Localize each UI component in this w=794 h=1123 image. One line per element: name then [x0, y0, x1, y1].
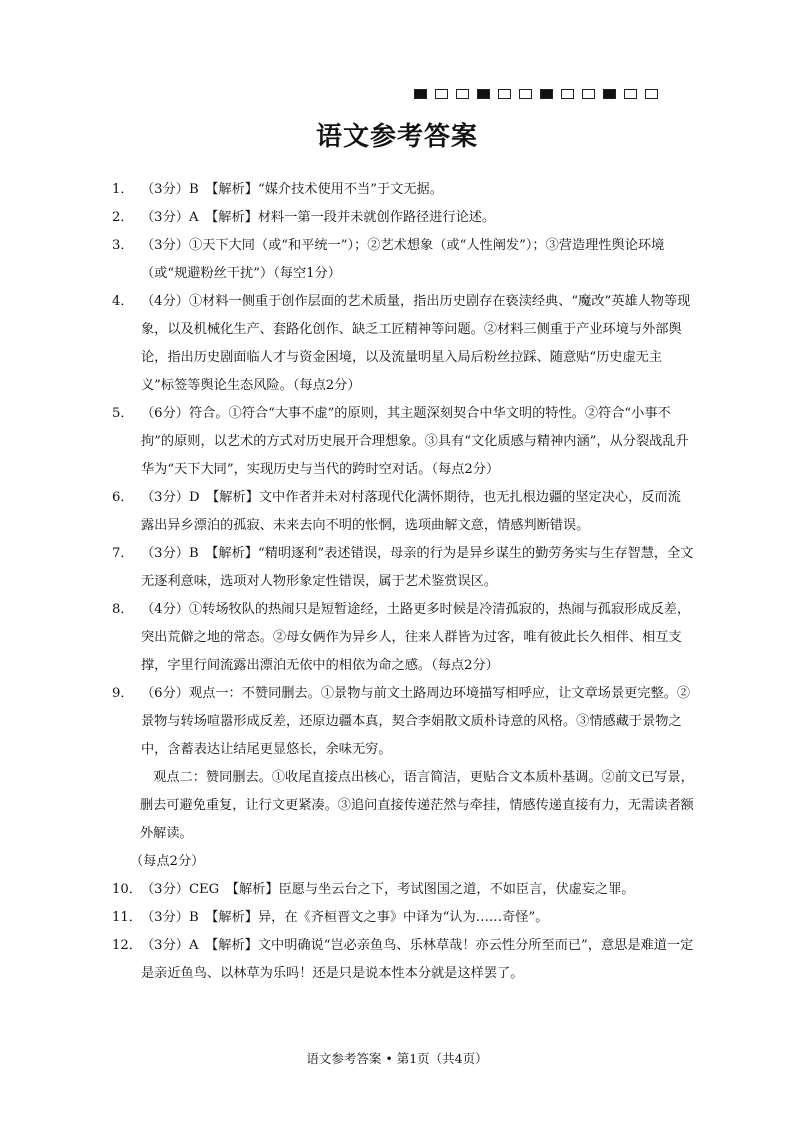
hollow-square-mark: [435, 89, 448, 99]
answer-item-10: [112, 876, 694, 904]
filled-square-mark: [540, 89, 553, 99]
answer-text: （3分）A 【解析】材料一第一段并未就创作路径进行论述。: [141, 210, 496, 225]
answer-9-score-note: （每点2分）: [130, 854, 205, 869]
hollow-square-mark: [645, 89, 658, 99]
answer-item-1: [112, 176, 694, 204]
answer-text: （3分）B 【解析】“媒介技术使用不当”于文无据。: [141, 182, 443, 197]
answer-number: 4．: [112, 294, 134, 309]
answer-number: 7．: [112, 546, 134, 561]
answer-item-9: [112, 680, 694, 764]
answer-item-5: [112, 400, 694, 484]
answer-number: 12．: [112, 938, 142, 953]
hollow-square-mark: [498, 89, 511, 99]
hollow-square-mark: [561, 89, 574, 99]
answer-number: 5．: [112, 406, 134, 421]
answer-number: 9．: [112, 686, 134, 701]
answer-item-2: [112, 204, 694, 232]
answer-text: （3分）B 【解析】异，在《齐桓晋文之事》中译为“认为……奇怪”。: [141, 910, 549, 925]
answer-text: （3分）CEG 【解析】臣愿与坐云台之下，考试图国之道，不如臣言，伏虚妄之罪。: [141, 882, 635, 897]
answer-item-12: [112, 932, 694, 988]
answer-item-11: [112, 904, 694, 932]
answer-number: 8．: [112, 602, 134, 617]
answer-item-7: [112, 540, 694, 596]
filled-square-mark: [414, 89, 427, 99]
answer-text: （4分）①材料一侧重于创作层面的艺术质量，指出历史剧存在亵渎经典、“魔改”英雄人物等现象，以及机械化生产、套路化创作、缺乏工匠精神等问题。②材料三侧重于产业环境与外部舆论，指出历史剧面临人才与资金困境，以及流量明星入局后粉丝拉踩、随意贴“历史虚无主义”标签等舆论生态风险。（每点2分）: [141, 294, 691, 393]
answer-text: （4分）①转场牧队的热闹只是短暂途经，土路更多时候是冷清孤寂的，热闹与孤寂形成反差，突出荒僻之地的常态。②母女俩作为异乡人，往来人群皆为过客，唯有彼此长久相伴、相互支撑，字里行间流露出漂泊无依中的相依为命之感。（每点2分）: [141, 602, 691, 673]
hollow-square-mark: [456, 89, 469, 99]
answer-text: （6分）符合。①符合“大事不虚”的原则，其主题深刻契合中华文明的特性。②符合“小事不拘”的原则，以艺术的方式对历史展开合理想象。③具有“文化质感与精神内涵”，从分裂战乱升华为“天下大同”，实现历史与当代的跨时空对话。（每点2分）: [141, 406, 689, 477]
answer-list: [112, 176, 694, 988]
answer-item-4: [112, 288, 694, 400]
hollow-square-mark: [582, 89, 595, 99]
answer-text: （3分）①天下大同（或“和平统一”）；②艺术想象（或“人性阐发”）；③营造理性舆论环境（或“规避粉丝干扰”）（每空1分）: [141, 238, 665, 281]
filled-square-mark: [477, 89, 490, 99]
hollow-square-mark: [519, 89, 532, 99]
answer-text: （3分）B 【解析】“精明逐利”表述错误，母亲的行为是异乡谋生的勤劳务实与生存智慧，全文无逐利意味，选项对人物形象定性错误，属于艺术鉴赏误区。: [141, 546, 694, 589]
answer-9-viewpoint-two: 观点二：赞同删去。①收尾直接点出核心，语言简洁，更贴合文本质朴基调。②前文已写景，删去可避免重复，让行文更紧凑。③追问直接传递茫然与牵挂，情感传递直接有力，无需读者额外解读。: [140, 770, 694, 841]
page-footer: 语文参考答案 • 第1页（共4页）: [306, 1051, 488, 1066]
answer-number: 10．: [112, 882, 142, 897]
answer-number: 6．: [112, 490, 134, 505]
answer-text: （3分）A 【解析】文中明确说“岂必亲鱼鸟、乐林草哉！亦云性分所至而已”，意思是难道一定是亲近鱼鸟、以林草为乐吗！还是只是说本性本分就是这样罢了。: [141, 938, 694, 981]
hollow-square-mark: [624, 89, 637, 99]
answer-item-3: [112, 232, 694, 288]
answer-number: 1．: [112, 182, 134, 197]
header-marks: [414, 89, 682, 101]
answer-number: 3．: [112, 238, 134, 253]
answer-text: （3分）D 【解析】文中作者并未对村落现代化满怀期待，也无扎根边疆的坚定决心，反而流露出异乡漂泊的孤寂、未来去向不明的怅惘，选项曲解文意，情感判断错误。: [141, 490, 681, 533]
answer-number: 11．: [112, 910, 142, 925]
answer-item-8: [112, 596, 694, 680]
answer-number: 2．: [112, 210, 134, 225]
filled-square-mark: [603, 89, 616, 99]
page-title: 语文参考答案: [315, 122, 478, 152]
answer-item-6: [112, 484, 694, 540]
answer-text: （6分）观点一：不赞同删去。①景物与前文土路周边环境描写相呼应，让文章场景更完整。②景物与转场喧嚣形成反差，还原边疆本真，契合李娟散文质朴诗意的风格。③情感藏于景物之中，含蓄表达让结尾更显悠长，余味无穷。: [141, 686, 691, 757]
